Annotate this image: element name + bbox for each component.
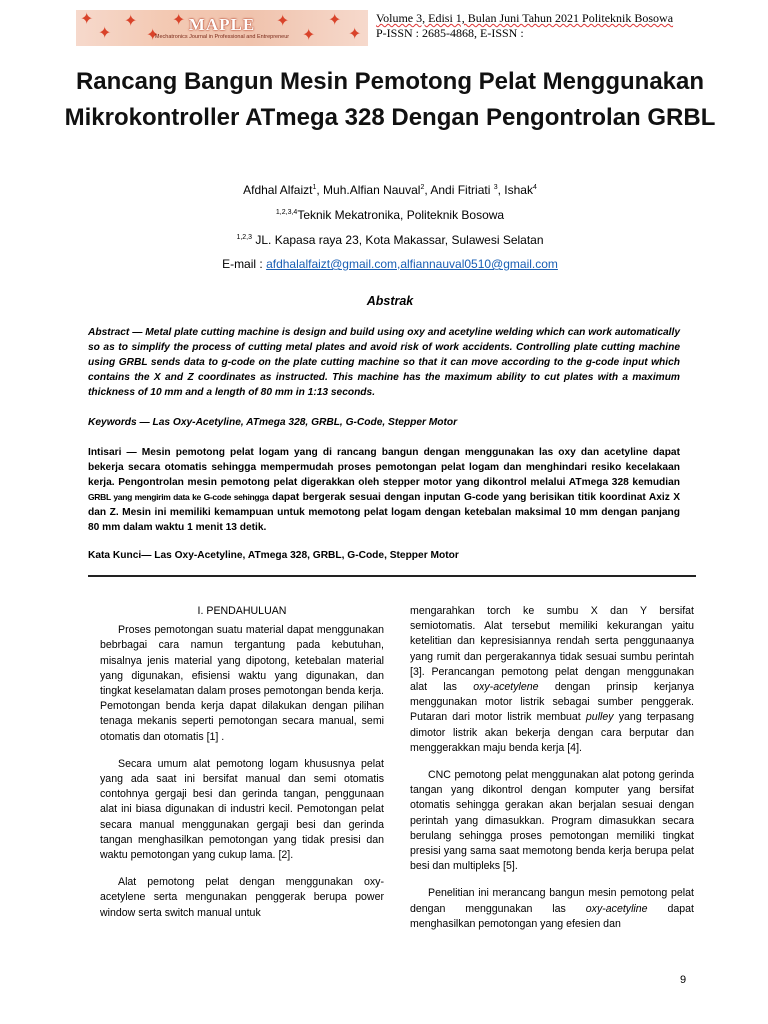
volume-line: Volume 3, Edisi 1, Bulan Juni Tahun 2021 Politeknik Bosowa [376,11,674,25]
issn-line: P-ISSN : 2685-4868, E-ISSN : [376,26,524,40]
maple-leaf-icon: ✦ [276,13,290,30]
section-divider [88,575,696,577]
page-number: 9 [680,974,687,986]
intisari: Intisari — Mesin pemotong pelat logam yang di rancang bangun dengan menggunakan las oxy dan acetyline dapat bekerja secara otomatis sehingga mempermudah proses pemotongan pelat logam dan menghindari resiko kecelakaan kerja. Pengontrolan mesin pemotong pelat digerakkan oleh stepper motor yang dikontrol melalui ATmega 328 kemudian GRBL yang mengirim data ke G-code sehingga dapat bergerak sesuai dengan inputan G-code yang berisikan titik koordinat Axiz X dan Z. Mesin ini memiliki kemampuan untuk memotong pelat logam dengan ketebalan maksimal 10 mm dengan panjang 80 mm dalam waktu 1 menit 13 detik. [88,447,681,533]
affiliation: $^{1,2,3,4}$Teknik Mekatronika, Politeknik Bosowa [275,208,505,222]
maple-leaf-icon: ✦ [124,13,138,30]
abstract-english: Abstract — Metal plate cutting machine is design and build using oxy and acetyline welding which can work automatically so as to simplify the process of cutting metal plates and avoid risk of work accidents. Controlling plate cutting machine using GRBL sends data to g-code on the plate cutting machine so that it can move according to the g-code input which contains the X and Z coordinates as instructed. This machine has the maximum ability to cut plates with a maximum thickness of 10 mm and a length of 80 mm in 1:13 seconds. [88,327,680,398]
paragraph: Secara umum alat pemotong logam khususnya pelat yang ada saat ini bersifat manual dan semi otomatis contohnya gergaji besi dan gerinda tangan, penggunaan alat ini biasa digunakan di industri kecil. Pemotongan pelat secara manual menggunakan gergaji besi dan gerinda tangan menghasilkan pemotongan yang tidak presisi dan waktu pemotongan yang cukup lama. [2]. [100,757,384,862]
paragraph: Penelitian ini merancang bangun mesin pemotong pelat dengan menggunakan las oxy-acetyline dapat menghasilkan pemotongan yang efesien dan [410,887,694,930]
abstract-heading: Abstrak [366,294,414,308]
paper-title: Rancang Bangun Mesin Pemotong Pelat Menggunakan Mikrokontroller ATmega 328 Dengan Pengontrolan GRBL [64,68,716,131]
maple-leaf-icon: ✦ [172,12,186,29]
keywords-english: Keywords — Las Oxy-Acetyline, ATmega 328, GRBL, G-Code, Stepper Motor [88,417,458,428]
right-column [410,604,694,944]
author-list: Afdhal Alfaizt$^1$, Muh.Alfian Nauval$^2$, Andi Fitriati $^3$, Ishak$^4$ [243,183,537,197]
section-heading-pendahuluan: I. PENDAHULUAN [197,605,287,617]
maple-leaf-icon: ✦ [146,27,160,44]
journal-header-info [376,11,716,41]
address: $^{1,2,3}$ JL. Kapasa raya 23, Kota Makassar, Sulawesi Selatan [236,233,544,247]
maple-leaf-icon: ✦ [98,25,112,42]
email-label: E-mail : [222,257,267,271]
left-column [100,604,384,933]
email-line [60,256,720,272]
paragraph: mengarahkan torch ke sumbu X dan Y bersifat semiotomatis. Alat tersebut memiliki kekurangan yaitu ketelitian dan kepresisiannya rendah serta penggunaanya yang rumit dan pergerakannya tidak sesuai sumbu perintah [3]. Perancangan pemotong pelat dengan menggunakan alat las oxy-acetylene dengan prinsip kerjanya menggunakan motor listrik sebagai sumber penggerak. Putaran dari motor listrik membuat pulley yang terpasang dimotor listrik akan bekerja dengan cara berputar dan menggerakkan maju benda kerja [4]. [410,605,694,754]
maple-leaf-icon: ✦ [80,11,94,28]
keywords-indonesian: Kata Kunci— Las Oxy-Acetyline, ATmega 328, GRBL, G-Code, Stepper Motor [88,550,459,561]
maple-leaf-icon: ✦ [348,26,362,43]
paragraph: Alat pemotong pelat dengan menggunakan oxy-acetylene serta mengunakan penggerak berupa power window serta switch manual untuk [100,876,384,919]
journal-brand-subtitle: Mechatronics Journal in Professional and Entrepreneur [154,34,290,40]
journal-brand: MAPLE [188,15,256,34]
maple-leaf-icon: ✦ [302,27,316,44]
paragraph: CNC pemotong pelat menggunakan alat potong gerinda tangan yang dikontrol dengan komputer yang bersifat otomatis sehingga gerakan akan berjalan sesuai dengan perintah yang dimasukkan. Program dimasukkan secara berulang sehingga proses pemotongan memiliki tingkat presisi yang sama saat memotong benda kerja berupa pelat besi dan multipleks [5]. [410,769,694,873]
paragraph: Proses pemotongan suatu material dapat menggunakan bebrbagai cara namun tergantung pada kebutuhan, misalnya jenis material yang dipotong, ketebalan material yang digunakan, efisiensi waktu yang digunakan, dan tingkat keselamatan dalam proses pemotongan benda kerja. Pemotongan benda kerja dapat dilakukan dengan pilihan tenaga mekanis seperti pemotongan secara manual, semi otomatis dan otomatis [1] . [100,624,384,743]
email-link[interactable]: afdhalalfaizt@gmail.com,alfiannauval0510@gmail.com [266,257,558,271]
journal-logo-banner [76,10,368,46]
maple-leaf-icon: ✦ [328,12,342,29]
